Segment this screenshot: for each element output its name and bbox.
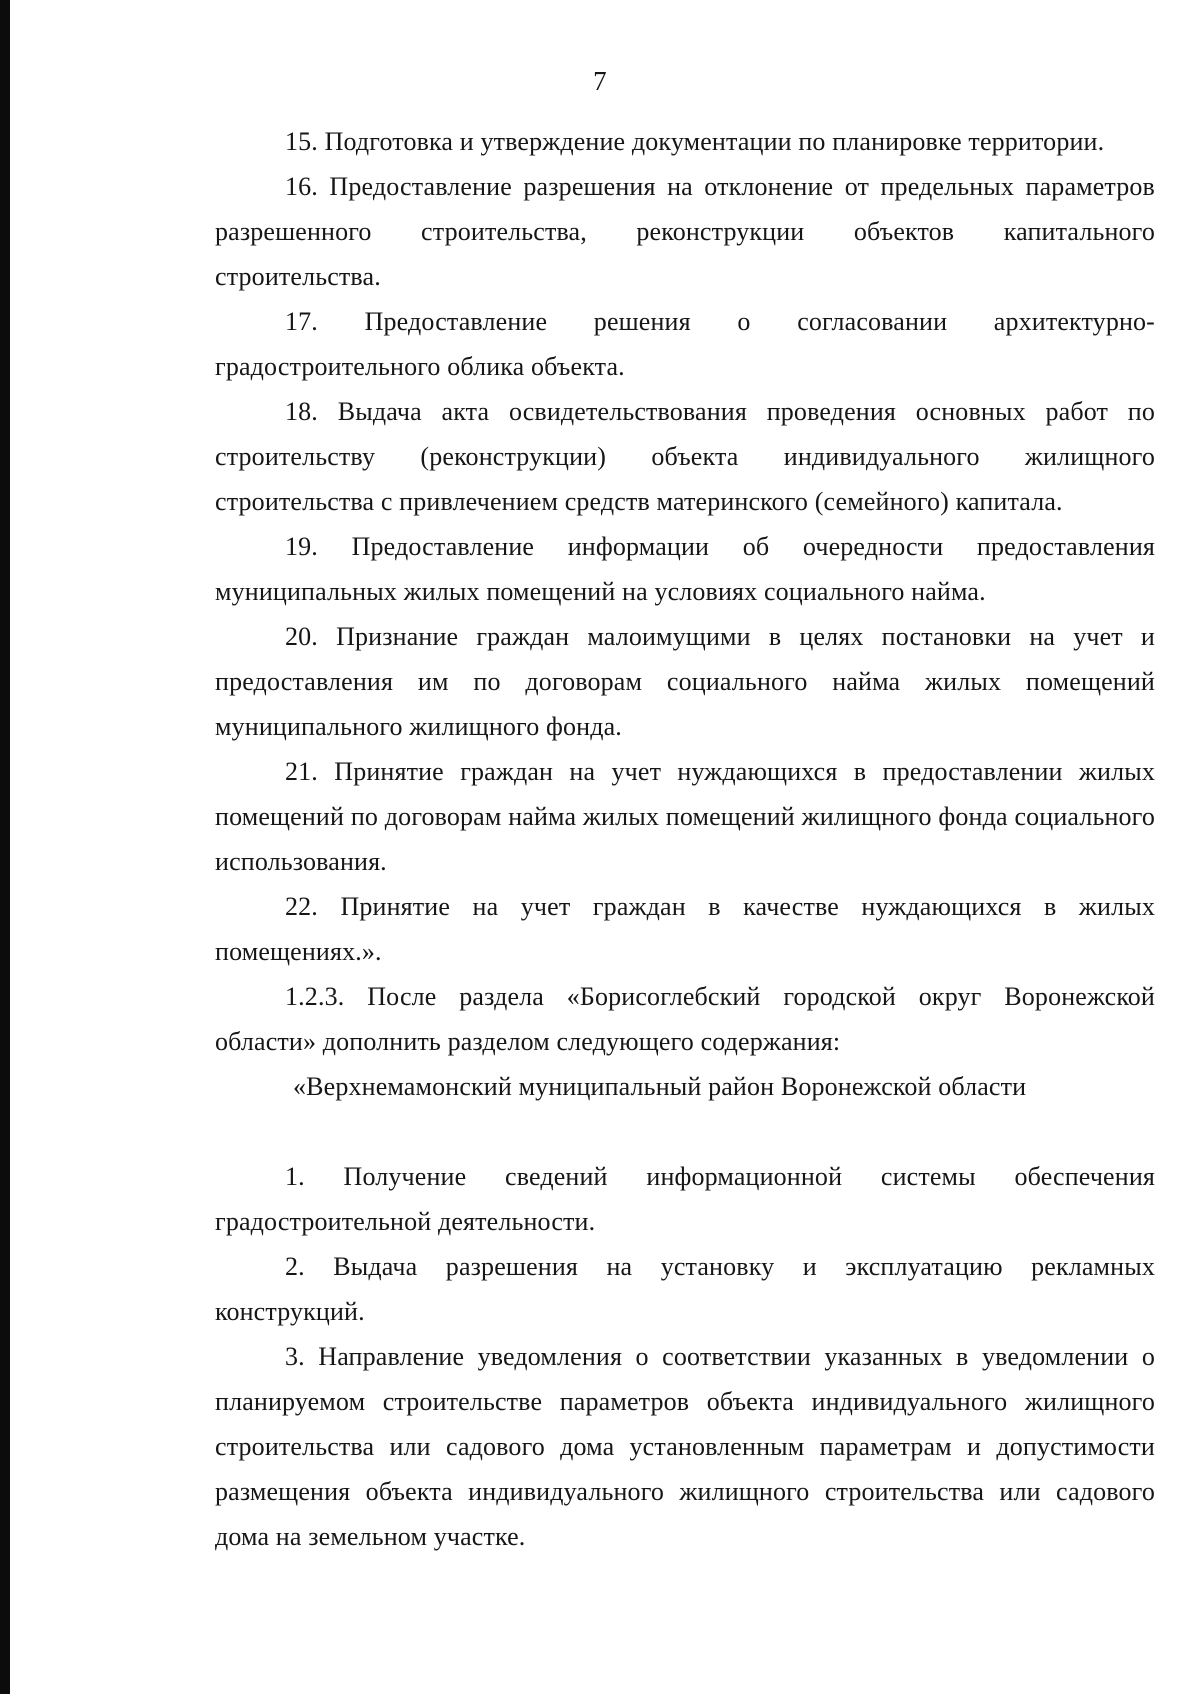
paragraph-item-18: 18. Выдача акта освидетельствования проведения основных работ по строительству (реконструкции) объекта индивидуального жилищного строительства с привлечением средств материнского (семейного) капитала. — [215, 397, 1155, 516]
page-number: 7 — [593, 66, 607, 96]
paragraph-item-17: 17. Предоставление решения о согласовании архитектурно-градостроительного облика объекта. — [215, 307, 1155, 381]
paragraph-new-item-2: 2. Выдача разрешения на установку и эксплуатацию рекламных конструкций. — [215, 1252, 1155, 1326]
paragraph-item-16: 16. Предоставление разрешения на отклонение от предельных параметров разрешенного строительства, реконструкции объектов капитального строительства. — [215, 172, 1155, 291]
blank-line — [215, 1109, 1155, 1154]
paragraph-item-20: 20. Признание граждан малоимущими в целях постановки на учет и предоставления им по договорам социального найма жилых помещений муниципального жилищного фонда. — [215, 622, 1155, 741]
paragraph-item-21: 21. Принятие граждан на учет нуждающихся в предоставлении жилых помещений по договорам найма жилых помещений жилищного фонда социального использования. — [215, 757, 1155, 876]
document-body — [215, 119, 1155, 1559]
paragraph-item-15: 15. Подготовка и утверждение документации по планировке территории. — [285, 127, 1105, 156]
paragraph-item-19: 19. Предоставление информации об очередности предоставления муниципальных жилых помещений на условиях социального найма. — [215, 532, 1155, 606]
paragraph-new-item-3: 3. Направление уведомления о соответствии указанных в уведомлении о планируемом строительстве параметров объекта индивидуального жилищного строительства или садового дома установленным параметрам и допустимости размещения объекта индивидуального жилищного строительства или садового дома на земельном участке. — [215, 1342, 1155, 1551]
paragraph-clause-1-2-3: 1.2.3. После раздела «Борисоглебский городской округ Воронежской области» дополнить разделом следующего содержания: — [215, 982, 1155, 1056]
section-title: «Верхнемамонский муниципальный район Воронежской области — [293, 1072, 1027, 1101]
scan-edge-shadow — [0, 0, 10, 1694]
paragraph-item-22: 22. Принятие на учет граждан в качестве нуждающихся в жилых помещениях.». — [215, 892, 1155, 966]
paragraph-new-item-1: 1. Получение сведений информационной системы обеспечения градостроительной деятельности. — [215, 1162, 1155, 1236]
